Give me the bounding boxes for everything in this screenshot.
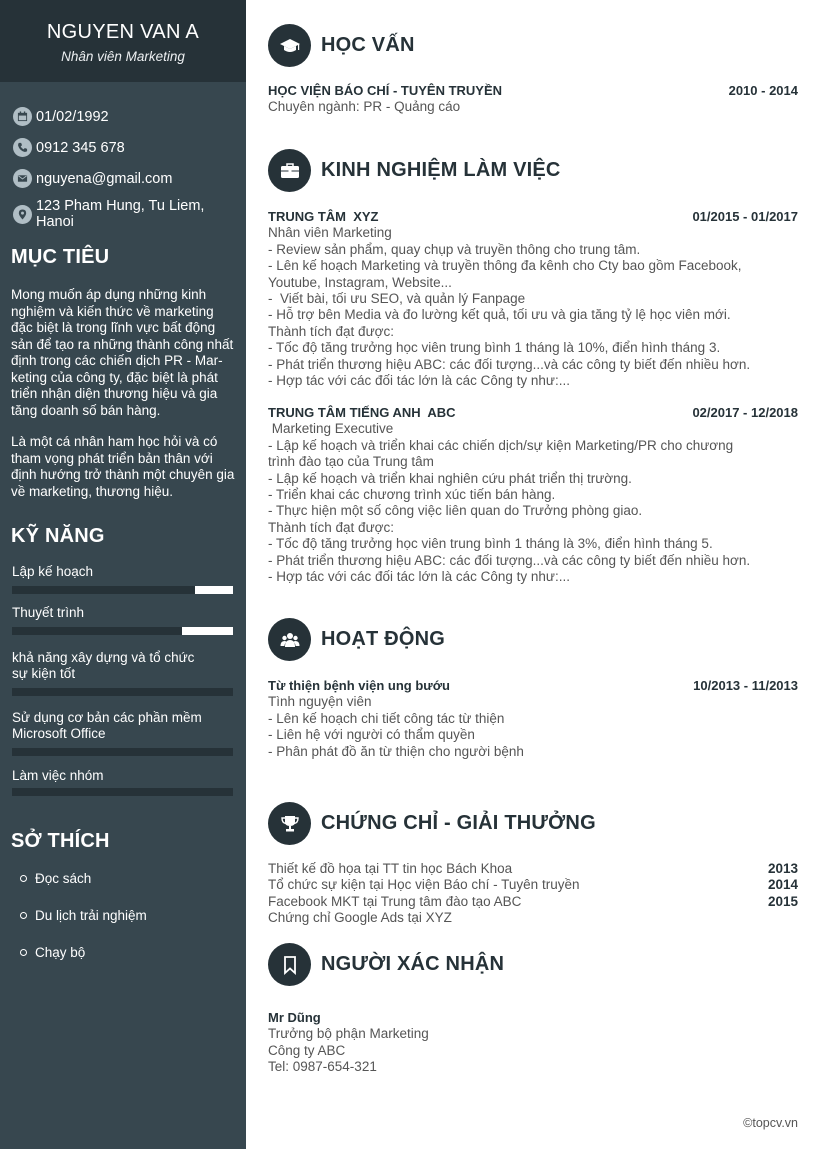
activity-line: - Phân phát đồ ăn từ thiện cho người bệnh bbox=[268, 743, 524, 759]
education-period: 2010 - 2014 bbox=[728, 83, 798, 98]
hobby-item bbox=[20, 871, 91, 886]
award-name: Tổ chức sự kiện tại Học viện Báo chí - Tuyên truyền bbox=[268, 877, 580, 893]
reference-phone: Tel: 0987-654-321 bbox=[268, 1059, 377, 1075]
skills-heading: KỸ NĂNG bbox=[11, 525, 105, 547]
job-header bbox=[268, 405, 798, 421]
job-line: - Lập kế hoạch và triển khai các chiến dịch/sự kiện Marketing/PR cho chương bbox=[268, 437, 734, 453]
reference-section-header bbox=[268, 943, 504, 986]
awards-heading: CHỨNG CHỈ - GIẢI THƯỞNG bbox=[321, 812, 596, 834]
award-name: Chứng chỉ Google Ads tại XYZ bbox=[268, 910, 452, 926]
objective-heading: MỤC TIÊU bbox=[11, 246, 110, 268]
name-header bbox=[0, 0, 246, 82]
skill-item bbox=[12, 605, 233, 621]
hobby-item bbox=[20, 908, 147, 923]
job-period: 01/2015 - 01/2017 bbox=[692, 209, 798, 224]
experience-section-header bbox=[268, 149, 561, 192]
bookmark-icon bbox=[268, 943, 311, 986]
hobby-label: Đọc sách bbox=[35, 871, 92, 886]
skill-bar bbox=[12, 586, 233, 594]
job-line: Thành tích đạt được: bbox=[268, 323, 394, 339]
calendar-icon bbox=[13, 107, 32, 126]
job-line: - Thực hiện một số công việc liên quan do Trưởng phòng giao. bbox=[268, 503, 643, 519]
skill-item bbox=[12, 564, 233, 580]
job-line: Marketing Executive bbox=[268, 421, 394, 437]
job-line: - Hợp tác với các đối tác lớn là các Công ty như:... bbox=[268, 569, 570, 585]
skill-bar bbox=[12, 627, 233, 635]
job-line: - Phát triển thương hiệu ABC: các đối tượng...và các công ty biết đến nhiều hơn. bbox=[268, 356, 751, 372]
award-item bbox=[268, 877, 798, 893]
candidate-title: Nhân viên Marketing bbox=[61, 49, 185, 64]
activity-period: 10/2013 - 11/2013 bbox=[693, 678, 798, 693]
skill-label: Thuyết trình bbox=[12, 605, 85, 620]
phone-icon bbox=[13, 138, 32, 157]
objective-line: tham vọng phát triển bản thân với bbox=[11, 450, 213, 466]
activity-line: - Lên kế hoạch chi tiết công tác từ thiện bbox=[268, 710, 505, 726]
contact-address bbox=[13, 198, 246, 230]
education-item-header bbox=[268, 83, 798, 99]
award-name: Thiết kế đồ họa tại TT tin học Bách Khoa bbox=[268, 861, 513, 876]
job-line: trình đào tạo của Trung tâm bbox=[268, 454, 434, 470]
reference-item bbox=[268, 1010, 798, 1076]
reference-heading: NGƯỜI XÁC NHẬN bbox=[321, 953, 505, 975]
topcv-credit[interactable]: ©topcv.vn bbox=[743, 1116, 798, 1130]
job-line: Thành tích đạt được: bbox=[268, 519, 394, 535]
objective-line: sản để tạo ra những thành công nhất bbox=[11, 336, 234, 352]
job-company: TRUNG TÂM XYZ bbox=[268, 209, 379, 224]
objective-paragraph-1 bbox=[11, 287, 236, 419]
objective-line: về marketing, thương hiệu. bbox=[11, 483, 173, 499]
hobby-item bbox=[20, 945, 85, 960]
school-name: HỌC VIỆN BÁO CHÍ - TUYÊN TRUYỀN bbox=[268, 83, 503, 98]
skill-label-line2: sự kiện tốt bbox=[12, 666, 76, 682]
skill-label: Lập kế hoạch bbox=[12, 564, 94, 579]
awards-section-header bbox=[268, 802, 596, 845]
job-line: Nhân viên Marketing bbox=[268, 225, 392, 241]
objective-line: nghiệm và kiến thức về marketing bbox=[11, 303, 214, 319]
awards-list bbox=[268, 861, 798, 927]
job-line: - Triển khai các chương trình xúc tiến bán hàng. bbox=[268, 487, 556, 503]
hobbies-heading: SỞ THÍCH bbox=[11, 830, 110, 852]
objective-line: triển nhận diện thương hiệu và gia bbox=[11, 386, 218, 401]
skill-label: Sử dụng cơ bản các phần mềm bbox=[12, 710, 202, 725]
education-heading: HỌC VẤN bbox=[321, 34, 415, 56]
bullet-icon bbox=[20, 875, 27, 882]
education-section-header bbox=[268, 24, 415, 67]
skill-bar bbox=[12, 688, 233, 696]
contact-birthday bbox=[13, 107, 109, 126]
objective-line: Mong muốn áp dụng những kinh bbox=[11, 287, 207, 302]
experience-heading: KINH NGHIỆM LÀM VIỆC bbox=[321, 159, 561, 181]
activities-section-header bbox=[268, 618, 445, 661]
objective-line: tăng doanh số bán hàng. bbox=[11, 402, 161, 418]
objective-paragraph-2 bbox=[11, 434, 236, 500]
job-line: - Tốc độ tăng trưởng học viên trung bình 1 tháng là 3%, điển hình tháng 5. bbox=[268, 536, 713, 552]
reference-company: Công ty ABC bbox=[268, 1042, 346, 1058]
hobby-label: Du lịch trải nghiệm bbox=[35, 908, 147, 923]
education-item bbox=[268, 83, 798, 116]
education-major: Chuyên ngành: PR - Quảng cáo bbox=[268, 99, 461, 115]
reference-position: Trưởng bộ phận Marketing bbox=[268, 1026, 429, 1042]
award-year: 2013 bbox=[767, 861, 798, 876]
job-line: - Hợp tác với các đối tác lớn là các Công ty như:... bbox=[268, 373, 570, 389]
skill-item bbox=[12, 710, 233, 743]
envelope-icon bbox=[13, 169, 32, 188]
sidebar bbox=[0, 0, 246, 1149]
activity-line: Tình nguyện viên bbox=[268, 694, 372, 710]
job-line: - Hỗ trợ bên Media và đo lường kết quả, tối ưu và gia tăng tỷ lệ học viên mới. bbox=[268, 307, 731, 323]
location-pin-icon bbox=[13, 205, 32, 224]
job-line: Youtube, Instagram, Website... bbox=[268, 274, 452, 290]
skill-label: khả năng xây dựng và tổ chức bbox=[12, 650, 195, 665]
objective-line: đặc biệt là trong lĩnh vực bất động bbox=[11, 320, 216, 335]
award-year: 2015 bbox=[767, 893, 798, 909]
trophy-icon bbox=[268, 802, 311, 845]
award-item bbox=[268, 861, 798, 877]
skill-bar-fill bbox=[182, 627, 233, 635]
skill-label: Làm việc nhóm bbox=[12, 768, 104, 783]
job-item bbox=[268, 209, 798, 389]
job-line: - Lập kế hoạch và triển khai nghiên cứu phát triển thị trường. bbox=[268, 470, 632, 486]
hobby-label: Chạy bộ bbox=[35, 945, 86, 960]
reference-name: Mr Dũng bbox=[268, 1010, 321, 1025]
phone-text: 0912 345 678 bbox=[36, 139, 125, 156]
skill-label-line2: Microsoft Office bbox=[12, 726, 106, 742]
skill-bar bbox=[12, 788, 233, 796]
objective-line: định trong các chiến dịch PR - Mar- bbox=[11, 353, 223, 368]
activity-line: - Liên hệ với người có thẩm quyền bbox=[268, 727, 475, 743]
job-line: - Viết bài, tối ưu SEO, và quản lý Fanpage bbox=[268, 291, 526, 307]
job-period: 02/2017 - 12/2018 bbox=[692, 405, 798, 420]
candidate-name: NGUYEN VAN A bbox=[46, 21, 200, 43]
activities-heading: HOẠT ĐỘNG bbox=[321, 628, 446, 650]
skill-bar-fill bbox=[195, 586, 233, 594]
job-line: - Lên kế hoạch Marketing và truyền thông đa kênh cho Cty bao gồm Facebook, bbox=[268, 258, 742, 274]
group-people-icon bbox=[268, 618, 311, 661]
contact-phone bbox=[13, 138, 125, 157]
award-item bbox=[268, 910, 798, 926]
briefcase-icon bbox=[268, 149, 311, 192]
job-header bbox=[268, 209, 798, 225]
email-link[interactable]: nguyena@gmail.com bbox=[36, 170, 173, 187]
job-company: TRUNG TÂM TIẾNG ANH ABC bbox=[268, 405, 456, 420]
activity-header bbox=[268, 678, 798, 694]
address-text: 123 Pham Hung, Tu Liem, Hanoi bbox=[35, 198, 205, 230]
bullet-icon bbox=[20, 949, 27, 956]
objective-line: Là một cá nhân ham học hỏi và có bbox=[11, 434, 218, 449]
award-name: Facebook MKT tại Trung tâm đào tạo ABC bbox=[268, 893, 522, 909]
contact-email bbox=[13, 169, 172, 188]
job-line: - Review sản phẩm, quay chụp và truyền thông cho trung tâm. bbox=[268, 241, 641, 257]
activity-name: Từ thiện bệnh viện ung bướu bbox=[268, 678, 450, 693]
bullet-icon bbox=[20, 912, 27, 919]
skill-item bbox=[12, 768, 233, 784]
job-line: - Phát triển thương hiệu ABC: các đối tượng...và các công ty biết đến nhiều hơn. bbox=[268, 552, 751, 568]
job-line: - Tốc độ tăng trưởng học viên trung bình 1 tháng là 10%, điển hình tháng 3. bbox=[268, 340, 721, 356]
job-item bbox=[268, 405, 798, 585]
birthday-text: 01/02/1992 bbox=[36, 108, 109, 125]
award-item bbox=[268, 894, 798, 910]
skill-item bbox=[12, 650, 233, 683]
objective-line: keting của công ty, đặc biệt là phát bbox=[11, 369, 218, 385]
objective-line: định hướng trở thành một chuyên gia bbox=[11, 467, 235, 482]
graduation-cap-icon bbox=[268, 24, 311, 67]
activity-item bbox=[268, 678, 798, 760]
skill-bar bbox=[12, 748, 233, 756]
award-year: 2014 bbox=[767, 877, 798, 893]
